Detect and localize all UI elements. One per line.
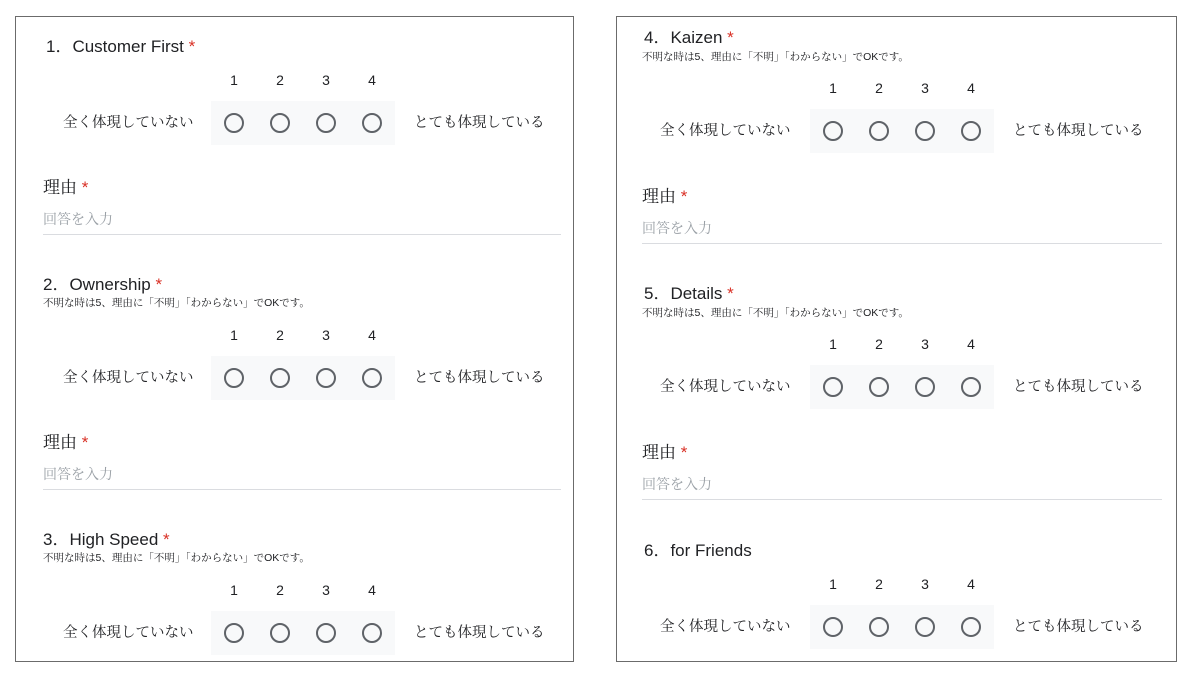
scale-number-1: 1 [829, 336, 837, 352]
scale-number-3: 3 [322, 582, 330, 598]
scale-number-3: 3 [921, 80, 929, 96]
scale-number-4: 4 [368, 327, 376, 343]
required-asterisk: * [81, 433, 89, 452]
required-asterisk: * [188, 37, 196, 56]
required-asterisk: * [163, 530, 170, 549]
question-note: 不明な時は5、理由に「不明」「わからない」でOKです。 [642, 307, 909, 319]
scale-number-1: 1 [230, 327, 238, 343]
q2-radio-2[interactable] [270, 368, 290, 388]
q3-radio-3[interactable] [316, 623, 336, 643]
required-asterisk: * [680, 443, 688, 462]
required-asterisk: * [680, 187, 688, 206]
scale-low-label: 全く体現していない [660, 123, 791, 139]
scale-number-1: 1 [230, 72, 238, 88]
q5-radio-1[interactable] [823, 377, 843, 397]
q1-radio-2[interactable] [270, 113, 290, 133]
q4-radio-1[interactable] [823, 121, 843, 141]
scale-high-label: とても体現している [1013, 379, 1144, 395]
scale-number-1: 1 [829, 576, 837, 592]
reason-label: 理由 * [642, 187, 688, 206]
q4-radio-4[interactable] [961, 121, 981, 141]
q6-radio-1[interactable] [823, 617, 843, 637]
scale-number-2: 2 [276, 327, 284, 343]
q1-radio-1[interactable] [224, 113, 244, 133]
scale-number-2: 2 [875, 80, 883, 96]
scale-number-2: 2 [276, 582, 284, 598]
required-asterisk: * [727, 28, 734, 47]
q6-radio-2[interactable] [869, 617, 889, 637]
scale-number-3: 3 [921, 576, 929, 592]
scale-high-label: とても体現している [414, 115, 545, 131]
q2-radio-3[interactable] [316, 368, 336, 388]
q4-radio-2[interactable] [869, 121, 889, 141]
scale-low-label: 全く体現していない [660, 379, 791, 395]
scale-low-label: 全く体現していない [63, 625, 194, 641]
scale-number-2: 2 [875, 336, 883, 352]
scale-number-4: 4 [368, 582, 376, 598]
q2-radio-4[interactable] [362, 368, 382, 388]
question-note: 不明な時は5、理由に「不明」「わからない」でOKです。 [43, 297, 310, 309]
q6-radio-4[interactable] [961, 617, 981, 637]
scale-number-1: 1 [829, 80, 837, 96]
question-1-title: 1．Customer First * [46, 37, 196, 56]
scale-number-4: 4 [967, 576, 975, 592]
q3-radio-1[interactable] [224, 623, 244, 643]
q5-radio-2[interactable] [869, 377, 889, 397]
required-asterisk: * [727, 284, 734, 303]
q4-radio-3[interactable] [915, 121, 935, 141]
q1-radio-3[interactable] [316, 113, 336, 133]
scale-number-2: 2 [875, 576, 883, 592]
required-asterisk: * [81, 178, 89, 197]
scale-number-4: 4 [967, 80, 975, 96]
q2-reason-input[interactable] [43, 464, 561, 490]
scale-high-label: とても体現している [1013, 123, 1144, 139]
question-6-title: 6．for Friends [644, 541, 752, 560]
form-panel-right [616, 16, 1177, 662]
q1-reason-input[interactable] [43, 209, 561, 235]
scale-number-4: 4 [967, 336, 975, 352]
scale-high-label: とても体現している [414, 625, 545, 641]
question-note: 不明な時は5、理由に「不明」「わからない」でOKです。 [642, 51, 909, 63]
scale-number-3: 3 [322, 327, 330, 343]
question-3-title: 3．High Speed * [43, 530, 170, 549]
question-5-title: 5．Details * [644, 284, 734, 303]
reason-label: 理由 * [43, 433, 89, 452]
question-4-title: 4．Kaizen * [644, 28, 734, 47]
q1-radio-4[interactable] [362, 113, 382, 133]
scale-number-4: 4 [368, 72, 376, 88]
question-note: 不明な時は5、理由に「不明」「わからない」でOKです。 [43, 552, 310, 564]
scale-number-3: 3 [322, 72, 330, 88]
scale-low-label: 全く体現していない [660, 619, 791, 635]
scale-high-label: とても体現している [414, 370, 545, 386]
q2-radio-1[interactable] [224, 368, 244, 388]
reason-label: 理由 * [43, 178, 89, 197]
q5-radio-3[interactable] [915, 377, 935, 397]
scale-low-label: 全く体現していない [63, 370, 194, 386]
question-2-title: 2．Ownership * [43, 275, 163, 294]
scale-high-label: とても体現している [1013, 619, 1144, 635]
q5-radio-4[interactable] [961, 377, 981, 397]
form-panel-left [15, 16, 574, 662]
q3-radio-2[interactable] [270, 623, 290, 643]
scale-number-3: 3 [921, 336, 929, 352]
scale-number-2: 2 [276, 72, 284, 88]
scale-number-1: 1 [230, 582, 238, 598]
q6-radio-3[interactable] [915, 617, 935, 637]
q3-radio-4[interactable] [362, 623, 382, 643]
required-asterisk: * [155, 275, 163, 294]
q5-reason-input[interactable] [642, 474, 1162, 500]
scale-low-label: 全く体現していない [63, 115, 194, 131]
reason-label: 理由 * [642, 443, 688, 462]
q4-reason-input[interactable] [642, 218, 1162, 244]
